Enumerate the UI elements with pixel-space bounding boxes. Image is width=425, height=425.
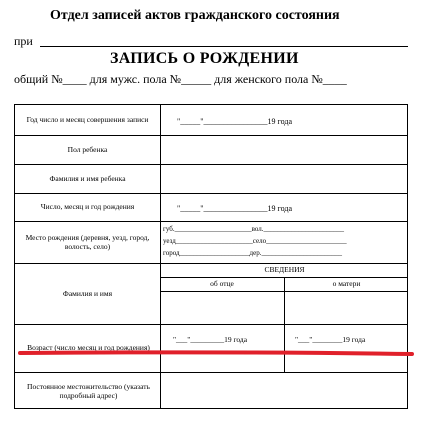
reg-date-label: Год число и месяц совершения записи bbox=[26, 115, 149, 125]
info-header: СВЕДЕНИЯ bbox=[264, 265, 305, 275]
column-divider bbox=[160, 105, 161, 408]
birthplace-province-line[interactable]: губ.______________________вол._______________________ bbox=[163, 225, 344, 233]
residence-label: Постоянное местожительство (указать подробный адрес) bbox=[27, 381, 150, 400]
office-attached-to-line bbox=[40, 46, 408, 47]
record-heading: ЗАПИСЬ О РОЖДЕНИИ bbox=[110, 50, 299, 67]
parents-name-label: Фамилия и имя bbox=[62, 288, 113, 298]
reg-date-value[interactable]: "_____"________________19 года bbox=[177, 117, 293, 126]
father-age-value[interactable]: "___"_________19 года bbox=[173, 335, 248, 344]
red-annotation-underline bbox=[18, 349, 414, 357]
birth-date-label: Число, месяц и год рождения bbox=[40, 202, 135, 212]
office-attached-to-label: при bbox=[14, 34, 33, 48]
record-numbers: общий №____ для мужс. пола №_____ для женского пола №____ bbox=[14, 72, 347, 86]
mother-age-value[interactable]: "___"________19 года bbox=[295, 335, 366, 344]
birthplace-label: Место рождения (деревня, уезд, город, волость, село) bbox=[25, 232, 150, 251]
child-name-label: Фамилия и имя ребенка bbox=[49, 173, 126, 183]
office-title: Отдел записей актов гражданского состояния bbox=[50, 8, 340, 23]
birth-record-form bbox=[14, 104, 408, 409]
birthplace-city-line[interactable]: город____________________дер._______________________ bbox=[163, 249, 342, 257]
birthplace-district-line[interactable]: уезд______________________село_______________________ bbox=[163, 237, 347, 245]
sex-label: Пол ребенка bbox=[67, 144, 108, 154]
birth-date-value[interactable]: "_____"________________19 года bbox=[177, 204, 293, 213]
parent-subheader-divider bbox=[160, 291, 407, 292]
age-label: Возраст (число месяц и год рождения) bbox=[27, 343, 150, 353]
father-header: об отце bbox=[210, 279, 234, 289]
mother-header: о матери bbox=[332, 279, 361, 289]
